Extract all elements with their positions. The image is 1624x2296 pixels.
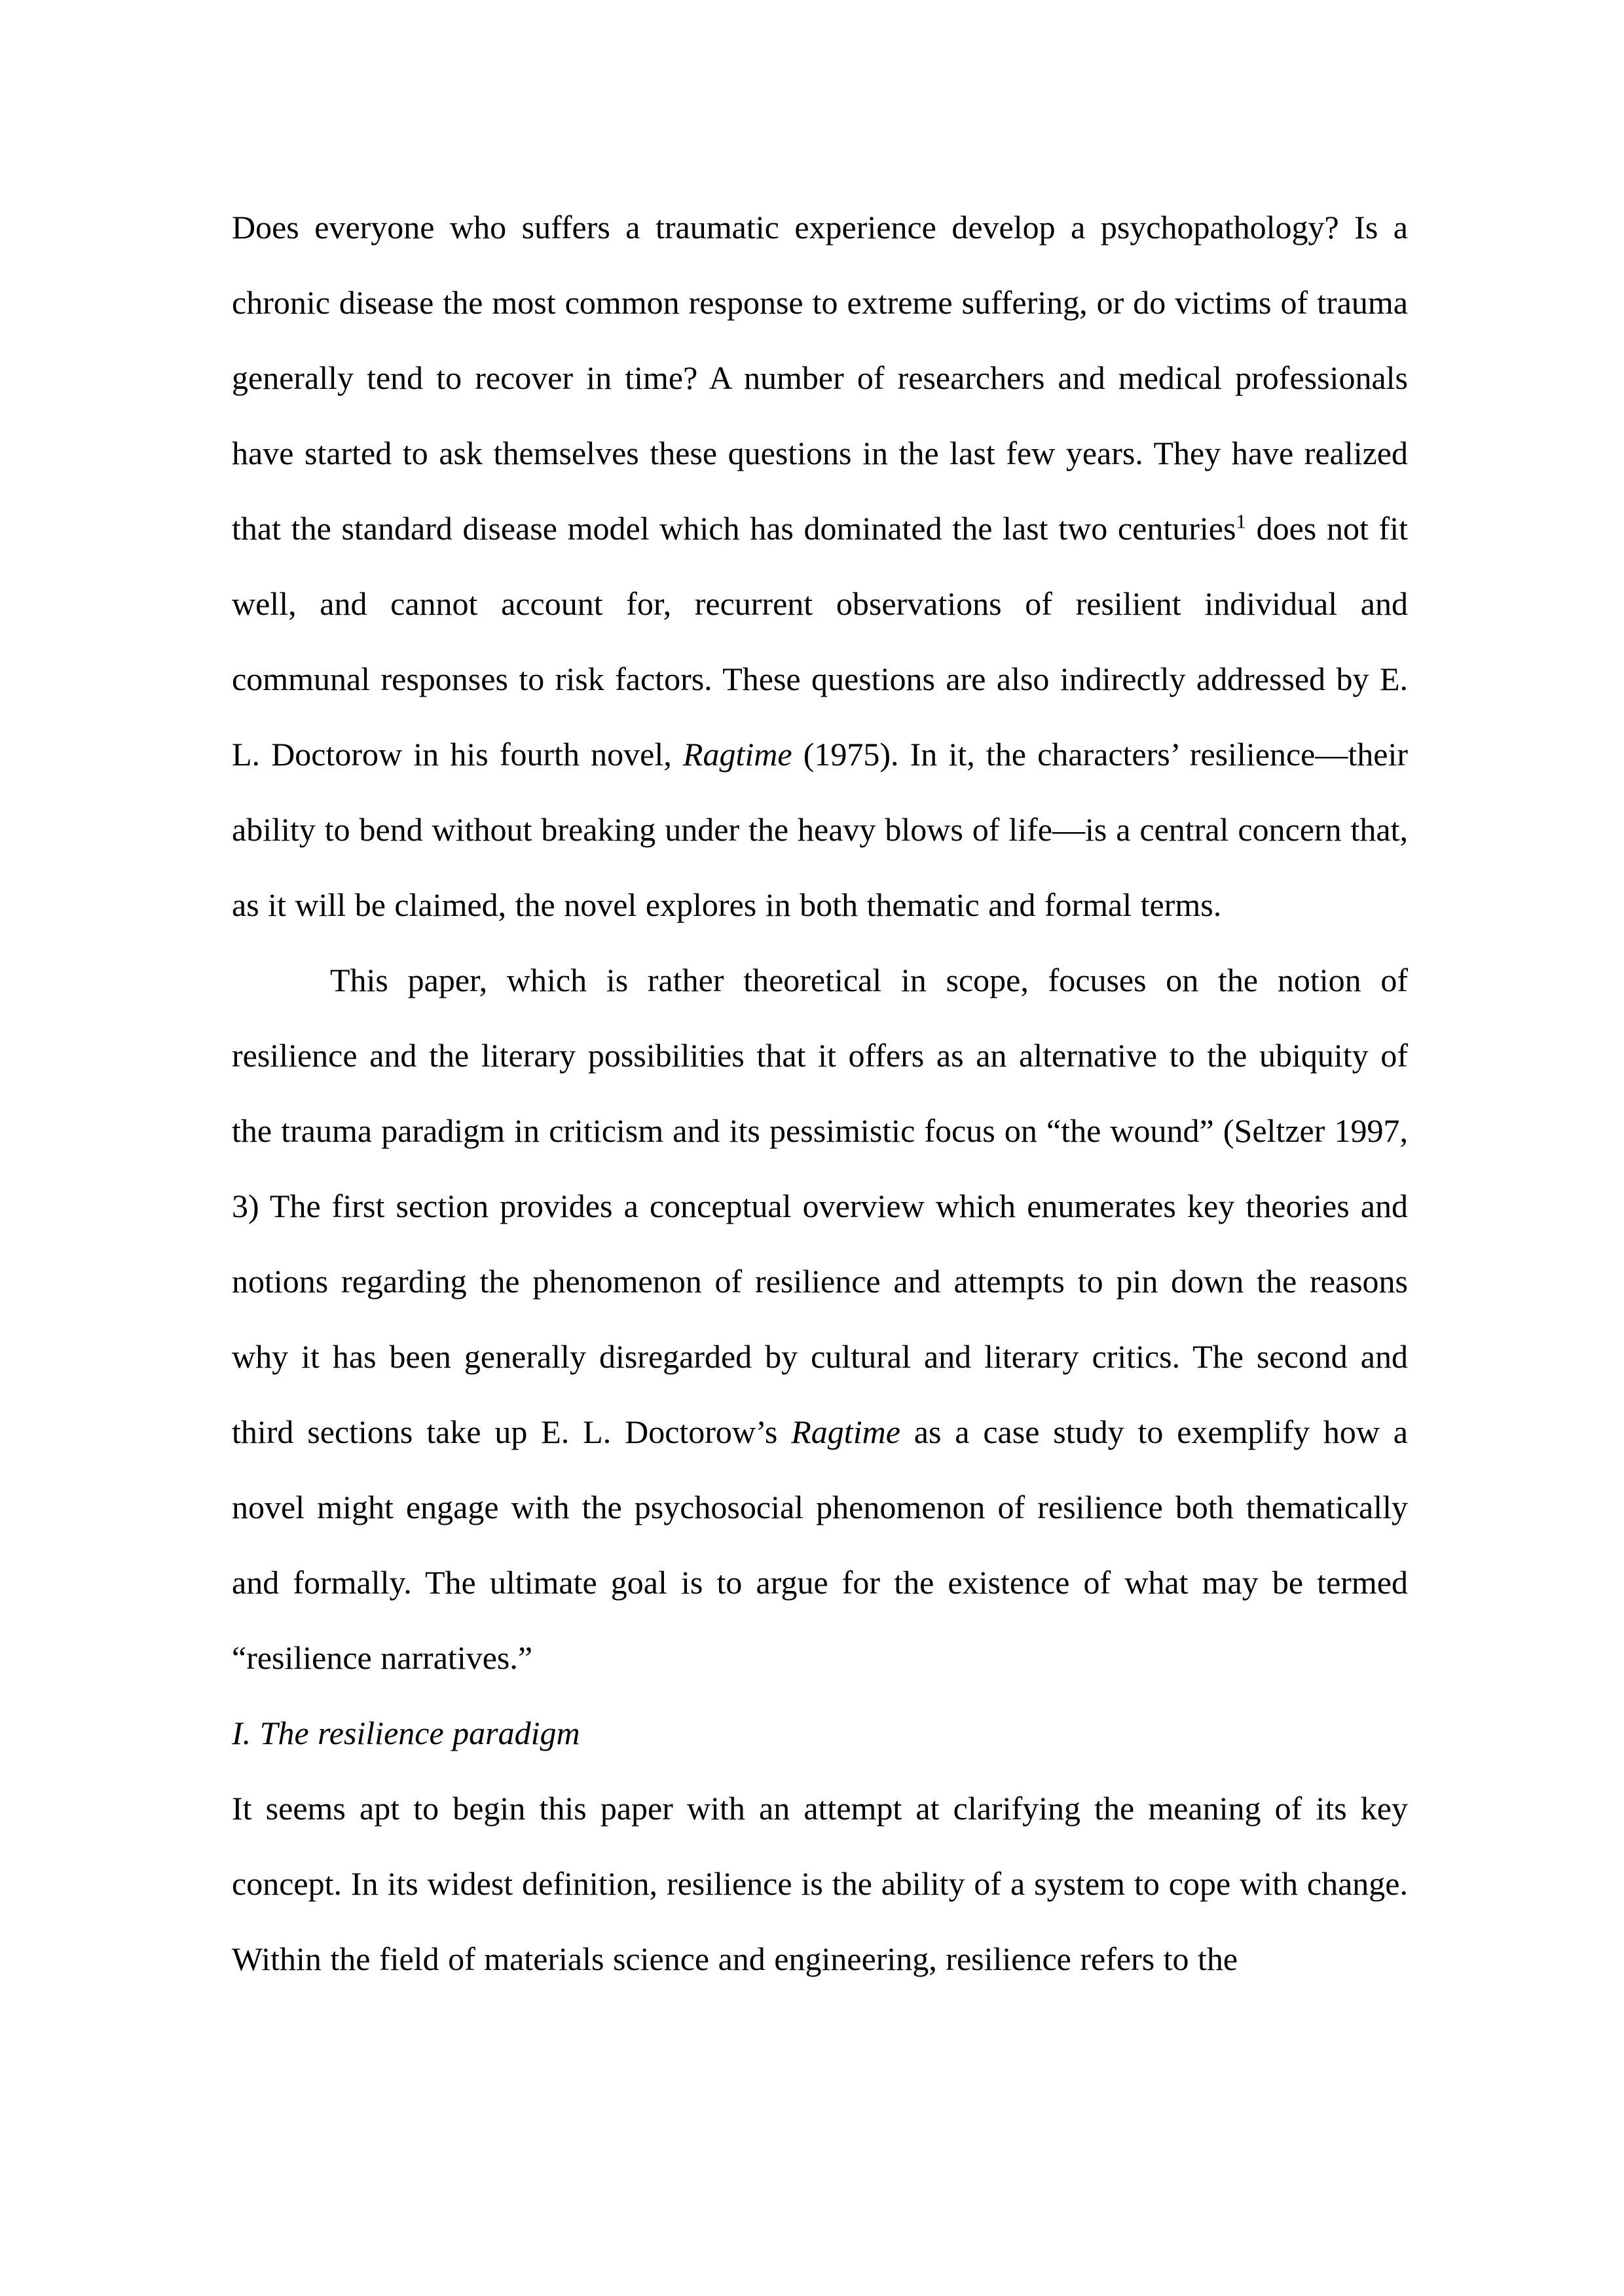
- footnote-ref: 1: [1236, 509, 1246, 533]
- italic-text: Ragtime: [791, 1413, 900, 1450]
- italic-text: Ragtime: [682, 736, 792, 773]
- paragraph-thesis: [232, 943, 1408, 1696]
- text-run: I. The resilience paradigm: [232, 1715, 580, 1751]
- text-run: does not fit well, and cannot account for, recurrent observations of resilient individual and communal responses to risk factors. These questions are also indirectly addressed by E. L. Doctorow in his fourth novel,: [232, 510, 1408, 773]
- paragraph-intro: [232, 190, 1408, 943]
- text-run: This paper, which is rather theoretical in scope, focuses on the notion of resilience and the literary possibilities that it offers as an alternative to the ubiquity of the trauma paradigm in criticism and its pessimistic focus on “the wound” (Seltzer 1997, 3) The first section provides a conceptual overview which enumerates key theories and notions regarding the phenomenon of resilience and attempts to pin down the reasons why it has been generally disregarded by cultural and literary critics. The second and third sections take up E. L. Doctorow’s: [232, 962, 1408, 1450]
- text-run: Does everyone who suffers a traumatic experience develop a psychopathology? Is a chronic disease the most common response to extreme suffering, or do victims of trauma generally tend to recover in time? A number of researchers and medical professionals have started to ask themselves these questions in the last few years. They have realized that the standard disease model which has dominated the last two centuries: [232, 209, 1408, 547]
- document-body: [232, 190, 1408, 1997]
- paragraph-section-1: [232, 1771, 1408, 1997]
- text-run: (1975). In it, the characters’ resilience—their ability to bend without breaking under the heavy blows of life—is a central concern that, as it will be claimed, the novel explores in both thematic and formal terms.: [232, 736, 1408, 923]
- text-run: It seems apt to begin this paper with an attempt at clarifying the meaning of its key concept. In its widest definition, resilience is the ability of a system to cope with change. Within the field of materials science and engineering, resilience refers to the: [232, 1790, 1408, 1977]
- section-heading: [232, 1696, 1408, 1771]
- text-run: as a case study to exemplify how a novel might engage with the psychosocial phenomenon of resilience both thematically and formally. The ultimate goal is to argue for the existence of what may be termed “resilience narratives.”: [232, 1413, 1408, 1676]
